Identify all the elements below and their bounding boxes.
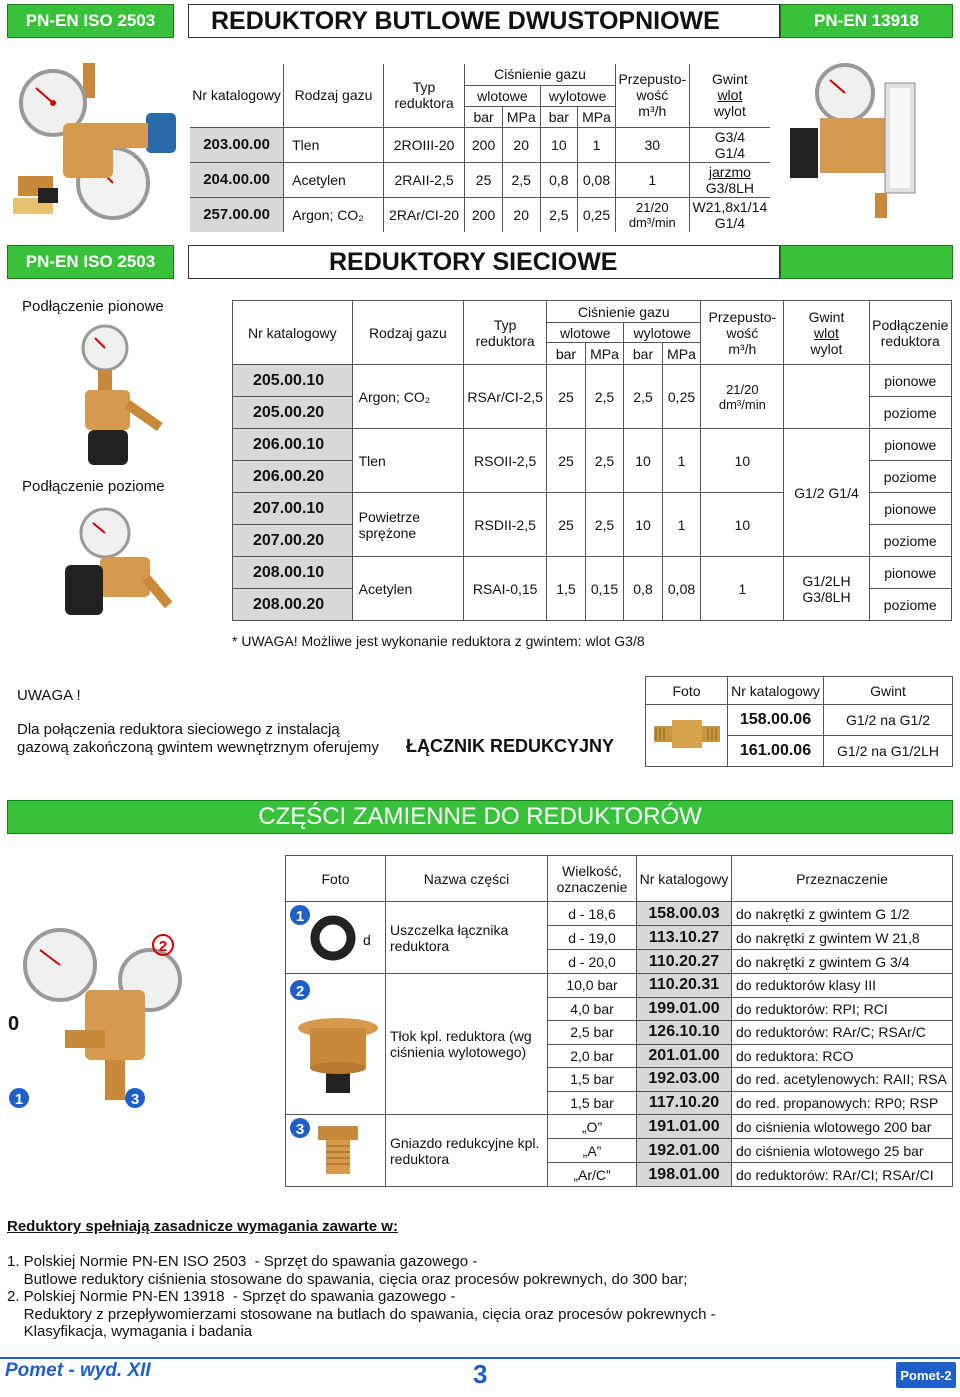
table-row (190, 162, 770, 197)
network-regulator-vertical-image (60, 320, 180, 475)
outlet-mpa: 0,25 (662, 365, 701, 429)
table-row (190, 197, 770, 232)
catalog-number: 201.01.00 (637, 1044, 732, 1068)
part-name: Uszczelka łącznika reduktora (386, 902, 548, 974)
requirements-title: Reduktory spełniają zasadnicze wymagania zawarte w: (7, 1218, 398, 1235)
requirements-list (7, 1253, 716, 1341)
catalog-number: 199.01.00 (637, 997, 732, 1021)
header-nr: Nr katalogowy (190, 64, 284, 127)
connection: poziome (869, 525, 951, 557)
part-size: d - 18,6 (548, 902, 637, 926)
catalog-number: 207.00.20 (233, 525, 353, 557)
inlet-bar: 25 (465, 162, 503, 197)
header-mpa: MPa (585, 343, 624, 365)
header-flow-l2: wość (636, 87, 669, 104)
table-row (286, 902, 953, 926)
table-row (233, 365, 952, 397)
header-mpa: MPa (578, 106, 616, 127)
header-inlet: wlotowe (547, 323, 624, 343)
outlet-bar: 2,5 (624, 365, 663, 429)
header-flow-unit: m³/h (638, 103, 667, 120)
part-size: 2,5 bar (548, 1021, 637, 1045)
connection: poziome (869, 461, 951, 493)
part-name: Tłok kpl. reduktora (wg ciśnienia wylotowego) (386, 974, 548, 1115)
part-purpose: do reduktorów: RAr/CI; RSAr/CI (732, 1163, 953, 1187)
header-photo: Foto (646, 677, 728, 705)
catalog-number: 206.00.20 (233, 461, 353, 493)
table-row (233, 557, 952, 589)
catalog-number: 208.00.10 (233, 557, 353, 589)
company-logo-text: Pomet-2 (900, 1367, 952, 1383)
thread (784, 365, 869, 429)
seat-image (288, 1116, 383, 1182)
catalog-number: 126.10.10 (637, 1021, 732, 1045)
flow: 30 (615, 127, 689, 162)
regulator-type: RSAr/CI-2,5 (464, 365, 547, 429)
part-size: „Ar/C” (548, 1163, 637, 1187)
section-title-network (188, 245, 780, 279)
gasket-image (288, 903, 383, 969)
regulator-parts-diagram (5, 920, 195, 1120)
spare-parts-table (285, 855, 953, 1187)
spare-parts-banner (7, 800, 953, 834)
gas-type: Acetylen (352, 557, 464, 621)
connection: poziome (869, 589, 951, 621)
spare-parts-title: CZĘŚCI ZAMIENNE DO REDUKTORÓW (258, 803, 702, 830)
gas-type: Argon; CO₂ (284, 197, 384, 232)
connection: pionowe (869, 429, 951, 461)
connection: pionowe (869, 493, 951, 525)
catalog-number: 204.00.00 (190, 162, 284, 197)
part-purpose: do reduktorów: RPI; RCI (732, 997, 953, 1021)
page-title (188, 4, 780, 38)
header-bar: bar (465, 106, 503, 127)
thread: G1/2 G1/4 (784, 429, 869, 557)
standard-banner-right (780, 4, 953, 38)
outlet-bar: 10 (624, 429, 663, 493)
gas-type: Tlen (284, 127, 384, 162)
header-connection: Podłączenie reduktora (869, 301, 951, 365)
part-purpose: do nakrętki z gwintem G 3/4 (732, 950, 953, 974)
inlet-mpa: 20 (502, 197, 540, 232)
warning-heading: UWAGA ! (17, 687, 81, 704)
inlet-bar: 1,5 (547, 557, 586, 621)
thread (689, 162, 770, 197)
page-number: 3 (473, 1359, 488, 1389)
inlet-bar: 25 (547, 429, 586, 493)
outlet-bar: 2,5 (540, 197, 578, 232)
two-stage-regulator-image (8, 58, 183, 238)
header-flow-l1: Przepusto- (618, 71, 687, 88)
coupler-image (652, 714, 722, 754)
regulator-type: RSDII-2,5 (464, 493, 547, 557)
outlet-mpa: 0,08 (662, 557, 701, 621)
header-thread (689, 64, 770, 127)
flow: 1 (615, 162, 689, 197)
header-type (383, 64, 464, 127)
catalog-number: 206.00.10 (233, 429, 353, 461)
part-size: d - 19,0 (548, 926, 637, 950)
catalog-number: 205.00.10 (233, 365, 353, 397)
header-gas: Rodzaj gazu (352, 301, 464, 365)
catalog-number: 208.00.20 (233, 589, 353, 621)
network-regulator-horizontal-image (55, 505, 185, 645)
catalog-number: 110.20.31 (637, 974, 732, 998)
flow: 1 (701, 557, 784, 621)
part-photo-gasket (286, 902, 386, 974)
network-regulators-table (232, 300, 952, 621)
company-logo (896, 1362, 956, 1388)
catalog-number: 158.00.06 (728, 705, 824, 736)
thread (689, 197, 770, 232)
catalog-number: 191.01.00 (637, 1115, 732, 1139)
inlet-bar: 25 (547, 493, 586, 557)
coupler-text-2: gazową zakończoną gwintem wewnętrznym oferujemy (17, 739, 379, 756)
coupler-photo-cell (646, 705, 728, 767)
header-thread: Gwint (824, 677, 953, 705)
inlet-mpa: 2,5 (585, 365, 624, 429)
catalog-number: 158.00.03 (637, 902, 732, 926)
inlet-bar: 200 (465, 127, 503, 162)
header-thread-l1: Gwint (808, 308, 845, 325)
part-purpose: do red. propanowych: RP0; RSP (732, 1091, 953, 1115)
header-flow-l2: wość (726, 324, 759, 341)
part-size: 2,0 bar (548, 1044, 637, 1068)
part-size: 4,0 bar (548, 997, 637, 1021)
flow: 10 (701, 493, 784, 557)
part-size: d - 20,0 (548, 950, 637, 974)
thread: G1/2 na G1/2LH (824, 736, 953, 767)
header-bar: bar (624, 343, 663, 365)
header-purpose: Przeznaczenie (732, 856, 953, 902)
header-flow (615, 64, 689, 127)
outlet-mpa: 0,25 (578, 197, 616, 232)
inlet-bar: 25 (547, 365, 586, 429)
requirement-line: 2. Polskiej Normie PN-EN 13918 - Sprzęt do spawania gazowego - (7, 1288, 456, 1305)
part-purpose: do nakrętki z gwintem G 1/2 (732, 902, 953, 926)
section-banner-right (780, 245, 953, 279)
part-purpose: do red. acetylenowych: RAII; RSA (732, 1068, 953, 1092)
table-row (286, 1115, 953, 1139)
header-outlet: wylotowe (540, 85, 615, 106)
piston-image (288, 978, 383, 1108)
footer-edition: Pomet - wyd. XII (5, 1360, 151, 1381)
thread: G1/2 na G1/2 (824, 705, 953, 736)
catalog-number: 257.00.00 (190, 197, 284, 232)
header-flow-l1: Przepusto- (708, 308, 777, 325)
regulator-type: 2RAII-2,5 (383, 162, 464, 197)
thread-out: G3/8LH (705, 179, 755, 196)
outlet-bar: 10 (624, 493, 663, 557)
callout-1: 1 (295, 908, 305, 925)
requirement-line: 1. Polskiej Normie PN-EN ISO 2503 - Sprzęt do spawania gazowego - (7, 1253, 478, 1270)
part-name: Gniazdo redukcyjne kpl. reduktora (386, 1115, 548, 1187)
callout-0: 0 (8, 1013, 20, 1035)
gas-type: Acetylen (284, 162, 384, 197)
header-flow (701, 301, 784, 365)
catalog-number: 161.00.06 (728, 736, 824, 767)
header-photo: Foto (286, 856, 386, 902)
footnote: * UWAGA! Możliwe jest wykonanie reduktora z gwintem: wlot G3/8 (232, 633, 645, 649)
regulator-type: RSOII-2,5 (464, 429, 547, 493)
header-flow-unit: m³/h (728, 340, 757, 357)
callout-3: 3 (295, 1121, 305, 1138)
catalog-number: 207.00.10 (233, 493, 353, 525)
part-purpose: do reduktorów klasy III (732, 974, 953, 998)
part-purpose: do ciśnienia wlotowego 200 bar (732, 1115, 953, 1139)
requirement-line: Reduktory z przepływomierzami stosowane na butlach do spawania, cięcia oraz procesów pokrewnych - (7, 1305, 716, 1323)
regulator-type: 2RAr/CI-20 (383, 197, 464, 232)
header-nr: Nr katalogowy (637, 856, 732, 902)
catalog-number: 205.00.20 (233, 397, 353, 429)
header-bar: bar (547, 343, 586, 365)
horizontal-connection-label: Podłączenie poziome (22, 478, 165, 495)
inlet-mpa: 2,5 (585, 493, 624, 557)
part-size: „A” (548, 1139, 637, 1163)
page-title-text: REDUKTORY BUTLOWE DWUSTOPNIOWE (211, 6, 720, 35)
standard-banner-left-2 (7, 245, 174, 279)
header-thread-wlot: wlot (814, 324, 839, 341)
connection: poziome (869, 397, 951, 429)
catalog-number: 192.03.00 (637, 1068, 732, 1092)
catalog-number: 203.00.00 (190, 127, 284, 162)
part-size: „O” (548, 1115, 637, 1139)
catalog-number: 192.01.00 (637, 1139, 732, 1163)
inlet-mpa: 0,15 (585, 557, 624, 621)
part-photo-piston (286, 974, 386, 1115)
standard-label: PN-EN ISO 2503 (25, 11, 156, 30)
regulator-type: 2ROIII-20 (383, 127, 464, 162)
thread-in: G3/4 (714, 128, 746, 145)
gas-type: Tlen (352, 429, 464, 493)
part-size: 1,5 bar (548, 1068, 637, 1092)
thread-in: jarzmo (708, 163, 751, 180)
header-outlet: wylotowe (624, 323, 701, 343)
header-bar: bar (540, 106, 578, 127)
bottle-regulators-table (190, 64, 770, 232)
table-row (190, 127, 770, 162)
outlet-mpa: 1 (662, 429, 701, 493)
catalog-number: 113.10.27 (637, 926, 732, 950)
gas-type: Argon; CO₂ (352, 365, 464, 429)
requirement-line: Klasyfikacja, wymagania i badania (7, 1323, 253, 1340)
callout-1: 1 (14, 1091, 24, 1108)
standard-label: PN-EN ISO 2503 (25, 252, 156, 271)
catalog-number: 110.20.27 (637, 950, 732, 974)
outlet-bar: 10 (540, 127, 578, 162)
header-mpa: MPa (662, 343, 701, 365)
coupler-text-1: Dla połączenia reduktora sieciowego z instalacją (17, 721, 340, 738)
header-inlet: wlotowe (465, 85, 540, 106)
part-purpose: do ciśnienia wlotowego 25 bar (732, 1139, 953, 1163)
outlet-mpa: 1 (662, 493, 701, 557)
standard-label: PN-EN 13918 (814, 11, 919, 30)
header-pressure: Ciśnienie gazu (465, 64, 616, 85)
section-title-text: REDUKTORY SIECIOWE (329, 247, 618, 276)
part-purpose: do nakrętki z gwintem W 21,8 (732, 926, 953, 950)
header-type-text: Typ reduktora (475, 316, 535, 349)
part-photo-seat (286, 1115, 386, 1187)
thread-out: G1/4 (714, 144, 746, 161)
inlet-mpa: 2,5 (585, 429, 624, 493)
inlet-mpa: 20 (502, 127, 540, 162)
header-thread (784, 301, 869, 365)
gas-type: Powietrze sprężone (352, 493, 464, 557)
table-row (286, 974, 953, 998)
header-type-text: Typ reduktora (394, 79, 454, 112)
inlet-mpa: 2,5 (502, 162, 540, 197)
connection: pionowe (869, 557, 951, 589)
header-mpa: MPa (502, 106, 540, 127)
flowmeter-regulator-image (790, 58, 955, 220)
part-purpose: do reduktora: RCO (732, 1044, 953, 1068)
thread: G1/2LH G3/8LH (784, 557, 869, 621)
part-purpose: do reduktorów: RAr/C; RSAr/C (732, 1021, 953, 1045)
thread-out: G1/4 (714, 214, 746, 231)
diameter-label: d (363, 932, 371, 948)
inlet-bar: 200 (465, 197, 503, 232)
header-thread-wylot: wylot (810, 340, 843, 357)
thread-in: W21,8x1/14 (692, 198, 768, 215)
header-thread-wlot: wlot (717, 87, 743, 104)
catalog-number: 117.10.20 (637, 1091, 732, 1115)
outlet-bar: 0,8 (540, 162, 578, 197)
outlet-bar: 0,8 (624, 557, 663, 621)
callout-2: 2 (158, 938, 168, 955)
header-gas: Rodzaj gazu (284, 64, 384, 127)
part-size: 1,5 bar (548, 1091, 637, 1115)
thread (689, 127, 770, 162)
header-nr: Nr katalogowy (728, 677, 824, 705)
coupler-product-name: ŁĄCZNIK REDUKCYJNY (406, 736, 615, 756)
flow: 21/20 dm³/min (701, 365, 784, 429)
catalog-number: 198.01.00 (637, 1163, 732, 1187)
callout-2: 2 (295, 982, 305, 1000)
flow: 21/20 dm³/min (615, 197, 689, 232)
vertical-connection-label: Podłączenie pionowe (22, 298, 164, 315)
header-part-name: Nazwa części (386, 856, 548, 902)
header-size: Wielkość, oznaczenie (548, 856, 637, 902)
header-nr: Nr katalogowy (233, 301, 353, 365)
outlet-mpa: 0,08 (578, 162, 616, 197)
part-size: 10,0 bar (548, 974, 637, 998)
header-type (464, 301, 547, 365)
outlet-mpa: 1 (578, 127, 616, 162)
flow: 10 (701, 429, 784, 493)
header-thread-wylot: wylot (713, 103, 746, 120)
callout-3: 3 (130, 1091, 140, 1108)
requirement-line: Butlowe reduktory ciśnienia stosowane do spawania, cięcia oraz procesów pokrewnych, do 300 bar; (7, 1270, 688, 1288)
table-row (233, 429, 952, 461)
header-pressure: Ciśnienie gazu (547, 301, 701, 323)
header-thread-l1: Gwint (712, 71, 748, 88)
standard-banner-left (7, 4, 174, 38)
regulator-type: RSAI-0,15 (464, 557, 547, 621)
coupler-table (645, 676, 953, 767)
table-row (646, 705, 953, 736)
connection: pionowe (869, 365, 951, 397)
